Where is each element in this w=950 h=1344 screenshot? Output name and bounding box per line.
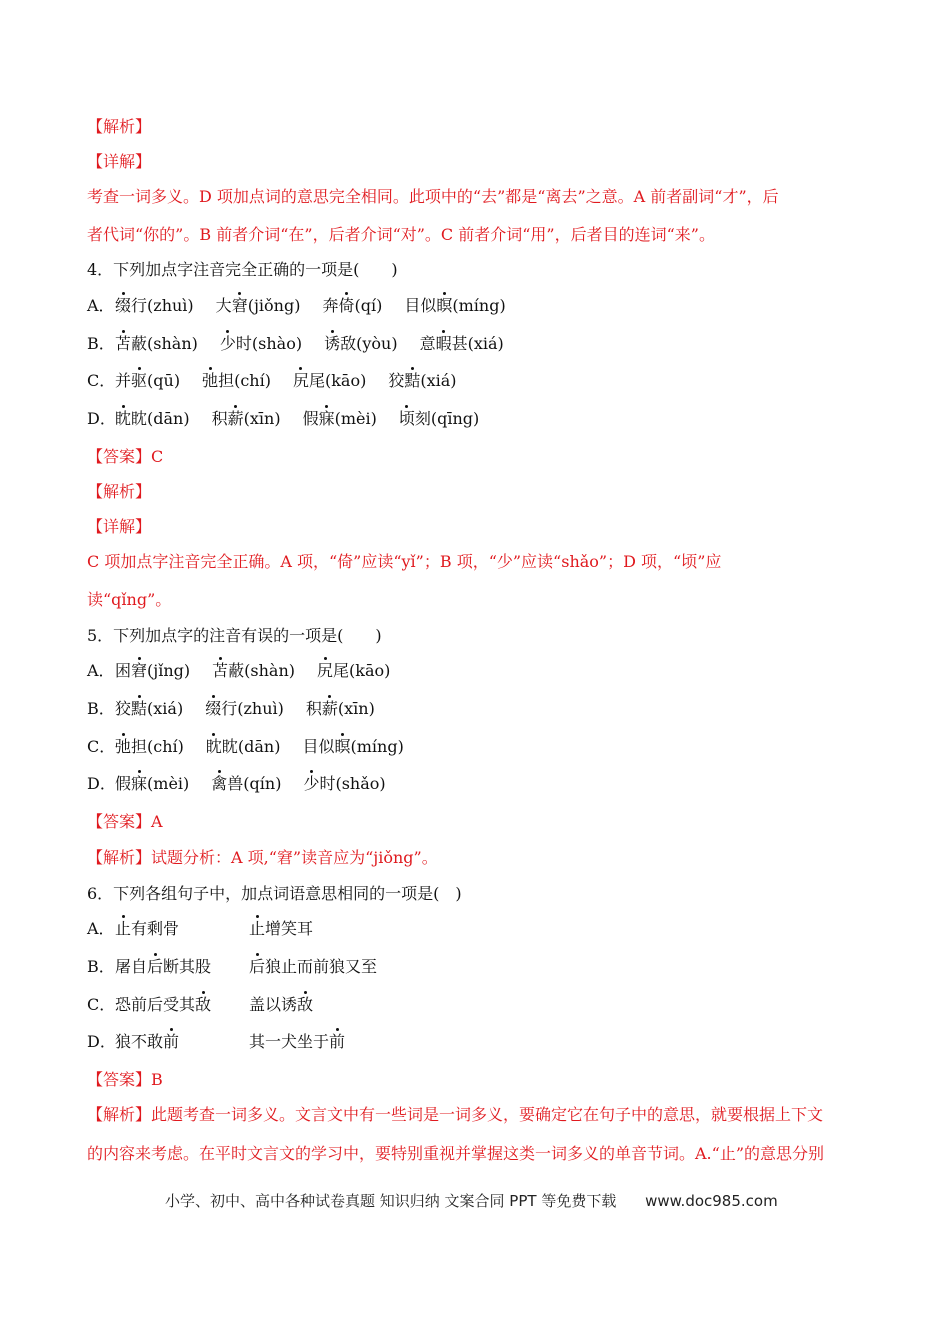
dotted-character: 苫 xyxy=(212,661,229,680)
option-item xyxy=(205,698,284,720)
item-text: 其一犬坐于 xyxy=(249,1032,330,1051)
dotted-character: 前 xyxy=(163,1032,180,1051)
q5-option-b xyxy=(87,698,397,720)
item-text: 担(chí) xyxy=(218,371,271,390)
q4-option-d xyxy=(87,408,501,430)
item-text: 狼止而前狼又至 xyxy=(265,957,378,976)
q4-answer: 【答案】C xyxy=(87,447,164,466)
option-item xyxy=(211,773,281,795)
dotted-character: 止 xyxy=(115,919,132,938)
item-text: 行(zhuì) xyxy=(221,699,284,718)
option-item xyxy=(115,956,227,978)
item-text: (mèi) xyxy=(334,409,377,428)
q6-analysis-line: 【解析】此题考查一词多义。文言文中有一些词是一词多义，要确定它在句子中的意思，就要根据上下文 xyxy=(87,1105,824,1124)
item-text: (xīn) xyxy=(337,699,375,718)
item-text: 行(zhuì) xyxy=(131,296,194,315)
dotted-character: 顷 xyxy=(398,409,415,428)
dotted-character: 瞑 xyxy=(436,296,453,315)
option-label: A． xyxy=(87,919,115,938)
item-text: 眈(dān) xyxy=(221,737,281,756)
option-item xyxy=(212,660,295,682)
dotted-character: 少 xyxy=(219,334,236,353)
dotted-character: 弛 xyxy=(202,371,219,390)
option-item xyxy=(317,660,390,682)
item-text: 假 xyxy=(302,409,319,428)
q6-option-d xyxy=(87,1031,383,1053)
q3-detail-line: 者代词“你的”。B 前者介词“在”，后者介词“对”。C 前者介词“用”，后者目的连词“来”。 xyxy=(87,225,715,244)
item-text: 奔 xyxy=(322,296,339,315)
q5-stem: 5．下列加点字的注音有误的一项是( ) xyxy=(87,626,382,645)
option-item xyxy=(293,370,366,392)
dotted-character: 禽 xyxy=(211,774,228,793)
option-item xyxy=(115,333,198,355)
dotted-character: 窘 xyxy=(131,661,148,680)
item-text: 屠自 xyxy=(115,957,148,976)
dotted-character: 瞑 xyxy=(334,737,351,756)
item-text: (jiǒng) xyxy=(247,296,301,315)
item-text: (xiá) xyxy=(147,699,184,718)
item-text: 兽(qín) xyxy=(227,774,282,793)
dotted-character: 尻 xyxy=(292,371,309,390)
q4-detail-line: C 项加点字注音完全正确。A 项，“倚”应读“yǐ”；B 项，“少”应读“shǎo”；D 项，“顷”应 xyxy=(87,552,722,571)
option-label: B． xyxy=(87,957,115,976)
option-item xyxy=(249,1031,361,1053)
item-text: (míng) xyxy=(452,296,506,315)
item-text: 有剩骨 xyxy=(131,919,180,938)
item-text: 时(shào) xyxy=(235,334,303,353)
dotted-character: 黠 xyxy=(131,699,148,718)
page-footer xyxy=(165,1190,778,1211)
q4-option-b xyxy=(87,333,526,355)
q6-option-a xyxy=(87,918,383,940)
item-text: 并 xyxy=(115,371,132,390)
q6-option-b xyxy=(87,956,383,978)
item-text: 狡 xyxy=(115,699,132,718)
dotted-character: 寐 xyxy=(131,774,148,793)
option-item xyxy=(303,408,377,430)
option-item xyxy=(303,773,385,795)
dotted-character: 薪 xyxy=(227,409,244,428)
item-text: 时(shǎo) xyxy=(319,774,386,793)
item-text: 狡 xyxy=(388,371,405,390)
q3-detail-line: 考查一词多义。D 项加点词的意思完全相同。此项中的“去”都是“离去”之意。A 前者副词“才”，后 xyxy=(87,187,779,206)
item-text: 困 xyxy=(115,661,132,680)
option-item xyxy=(216,295,301,317)
option-label: C． xyxy=(87,995,116,1014)
item-text: (qū) xyxy=(147,371,181,390)
dotted-character: 黠 xyxy=(404,371,421,390)
item-text: 刻(qīng) xyxy=(414,409,480,428)
option-item xyxy=(206,736,281,758)
dotted-character: 后 xyxy=(147,957,164,976)
option-item xyxy=(115,994,227,1016)
item-text: 狼不敢 xyxy=(115,1032,164,1051)
option-label: D． xyxy=(87,1032,116,1051)
item-text: 意 xyxy=(419,334,436,353)
option-item xyxy=(306,698,375,720)
option-item xyxy=(115,370,180,392)
dotted-character: 诱 xyxy=(324,334,341,353)
item-text: 积 xyxy=(211,409,228,428)
q4-xiangjie-label: 【详解】 xyxy=(87,517,152,536)
option-item xyxy=(322,295,382,317)
q3-jiexi-label: 【解析】 xyxy=(87,117,152,136)
option-item xyxy=(115,660,190,682)
q6-stem: 6．下列各组句子中，加点词语意思相同的一项是( ) xyxy=(87,884,462,903)
item-text: (xīn) xyxy=(243,409,281,428)
option-item xyxy=(115,918,227,940)
dotted-character: 驱 xyxy=(131,371,148,390)
item-text: 增笑耳 xyxy=(265,919,314,938)
dotted-character: 薪 xyxy=(321,699,338,718)
item-text: (mèi) xyxy=(147,774,190,793)
item-text: (xiá) xyxy=(420,371,457,390)
option-item xyxy=(115,773,189,795)
q4-detail-line: 读“qǐng”。 xyxy=(87,590,172,609)
dotted-character: 倚 xyxy=(338,296,355,315)
dotted-character: 前 xyxy=(329,1032,346,1051)
q4-option-a xyxy=(87,295,528,317)
q3-xiangjie-label: 【详解】 xyxy=(87,152,152,171)
item-text: 蔽(shàn) xyxy=(228,661,296,680)
item-text: (míng) xyxy=(350,737,404,756)
q6-analysis-line: 的内容来考虑。在平时文言文的学习中，要特别重视并掌握这类一词多义的单音节词。A.“止”的意思分别 xyxy=(87,1144,825,1163)
item-text: 甚(xiá) xyxy=(451,334,504,353)
item-text: 敌(yòu) xyxy=(340,334,398,353)
option-label: C． xyxy=(87,371,116,390)
dotted-character: 寐 xyxy=(318,409,335,428)
dotted-character: 暇 xyxy=(435,334,452,353)
item-text: 大 xyxy=(215,296,232,315)
footer-text: 小学、初中、高中各种试卷真题 知识归纳 文案合同 PPT 等免费下载 xyxy=(165,1192,617,1210)
q6-option-c xyxy=(87,994,383,1016)
item-text: 恐前后受其 xyxy=(115,995,196,1014)
footer-url[interactable]: www.doc985.com xyxy=(645,1192,778,1210)
option-item xyxy=(115,295,194,317)
q4-jiexi-label: 【解析】 xyxy=(87,482,152,501)
q5-answer: 【答案】A xyxy=(87,812,163,831)
option-item xyxy=(420,333,504,355)
dotted-character: 止 xyxy=(249,919,266,938)
dotted-character: 后 xyxy=(249,957,266,976)
q4-option-c xyxy=(87,370,479,392)
dotted-character: 少 xyxy=(303,774,320,793)
option-label: B． xyxy=(87,334,115,353)
item-text: 目似 xyxy=(302,737,335,756)
item-text: 假 xyxy=(115,774,132,793)
item-text: (qí) xyxy=(354,296,383,315)
option-item xyxy=(220,333,302,355)
option-item xyxy=(388,370,456,392)
option-item xyxy=(212,408,281,430)
option-item xyxy=(249,994,361,1016)
option-item xyxy=(399,408,479,430)
q5-option-d xyxy=(87,773,408,795)
option-item xyxy=(302,736,403,758)
dotted-character: 敌 xyxy=(195,995,212,1014)
dotted-character: 眈 xyxy=(205,737,222,756)
option-item xyxy=(249,918,361,940)
option-label: A． xyxy=(87,296,115,315)
dotted-character: 缀 xyxy=(205,699,222,718)
option-item xyxy=(202,370,271,392)
option-item xyxy=(324,333,397,355)
q5-analysis: 【解析】试题分析：A 项,“窘”读音应为“jiǒng”。 xyxy=(87,848,438,867)
option-label: D． xyxy=(87,409,116,428)
dotted-character: 窘 xyxy=(231,296,248,315)
item-text: 断其股 xyxy=(163,957,212,976)
option-label: B． xyxy=(87,699,115,718)
dotted-character: 尻 xyxy=(317,661,334,680)
q5-option-a xyxy=(87,660,412,682)
option-item xyxy=(115,1031,227,1053)
option-item xyxy=(115,698,183,720)
option-item xyxy=(115,408,190,430)
item-text: 盖以诱 xyxy=(249,995,298,1014)
option-item xyxy=(404,295,505,317)
option-item xyxy=(249,956,378,978)
item-text: 担(chí) xyxy=(131,737,184,756)
dotted-character: 眈 xyxy=(115,409,132,428)
option-label: D． xyxy=(87,774,116,793)
item-text: 蔽(shàn) xyxy=(131,334,198,353)
dotted-character: 苫 xyxy=(115,334,132,353)
q4-stem: 4．下列加点字注音完全正确的一项是( ) xyxy=(87,260,398,279)
option-item xyxy=(115,736,184,758)
option-label: C． xyxy=(87,737,116,756)
dotted-character: 弛 xyxy=(115,737,132,756)
q5-option-c xyxy=(87,736,426,758)
item-text: 尾(kāo) xyxy=(308,371,367,390)
option-label: A． xyxy=(87,661,115,680)
item-text: 尾(kāo) xyxy=(333,661,391,680)
dotted-character: 缀 xyxy=(115,296,132,315)
item-text: 眈(dān) xyxy=(131,409,190,428)
item-text: (jǐng) xyxy=(147,661,191,680)
item-text: 积 xyxy=(305,699,322,718)
q6-answer: 【答案】B xyxy=(87,1070,163,1089)
dotted-character: 敌 xyxy=(297,995,314,1014)
item-text: 目似 xyxy=(404,296,437,315)
